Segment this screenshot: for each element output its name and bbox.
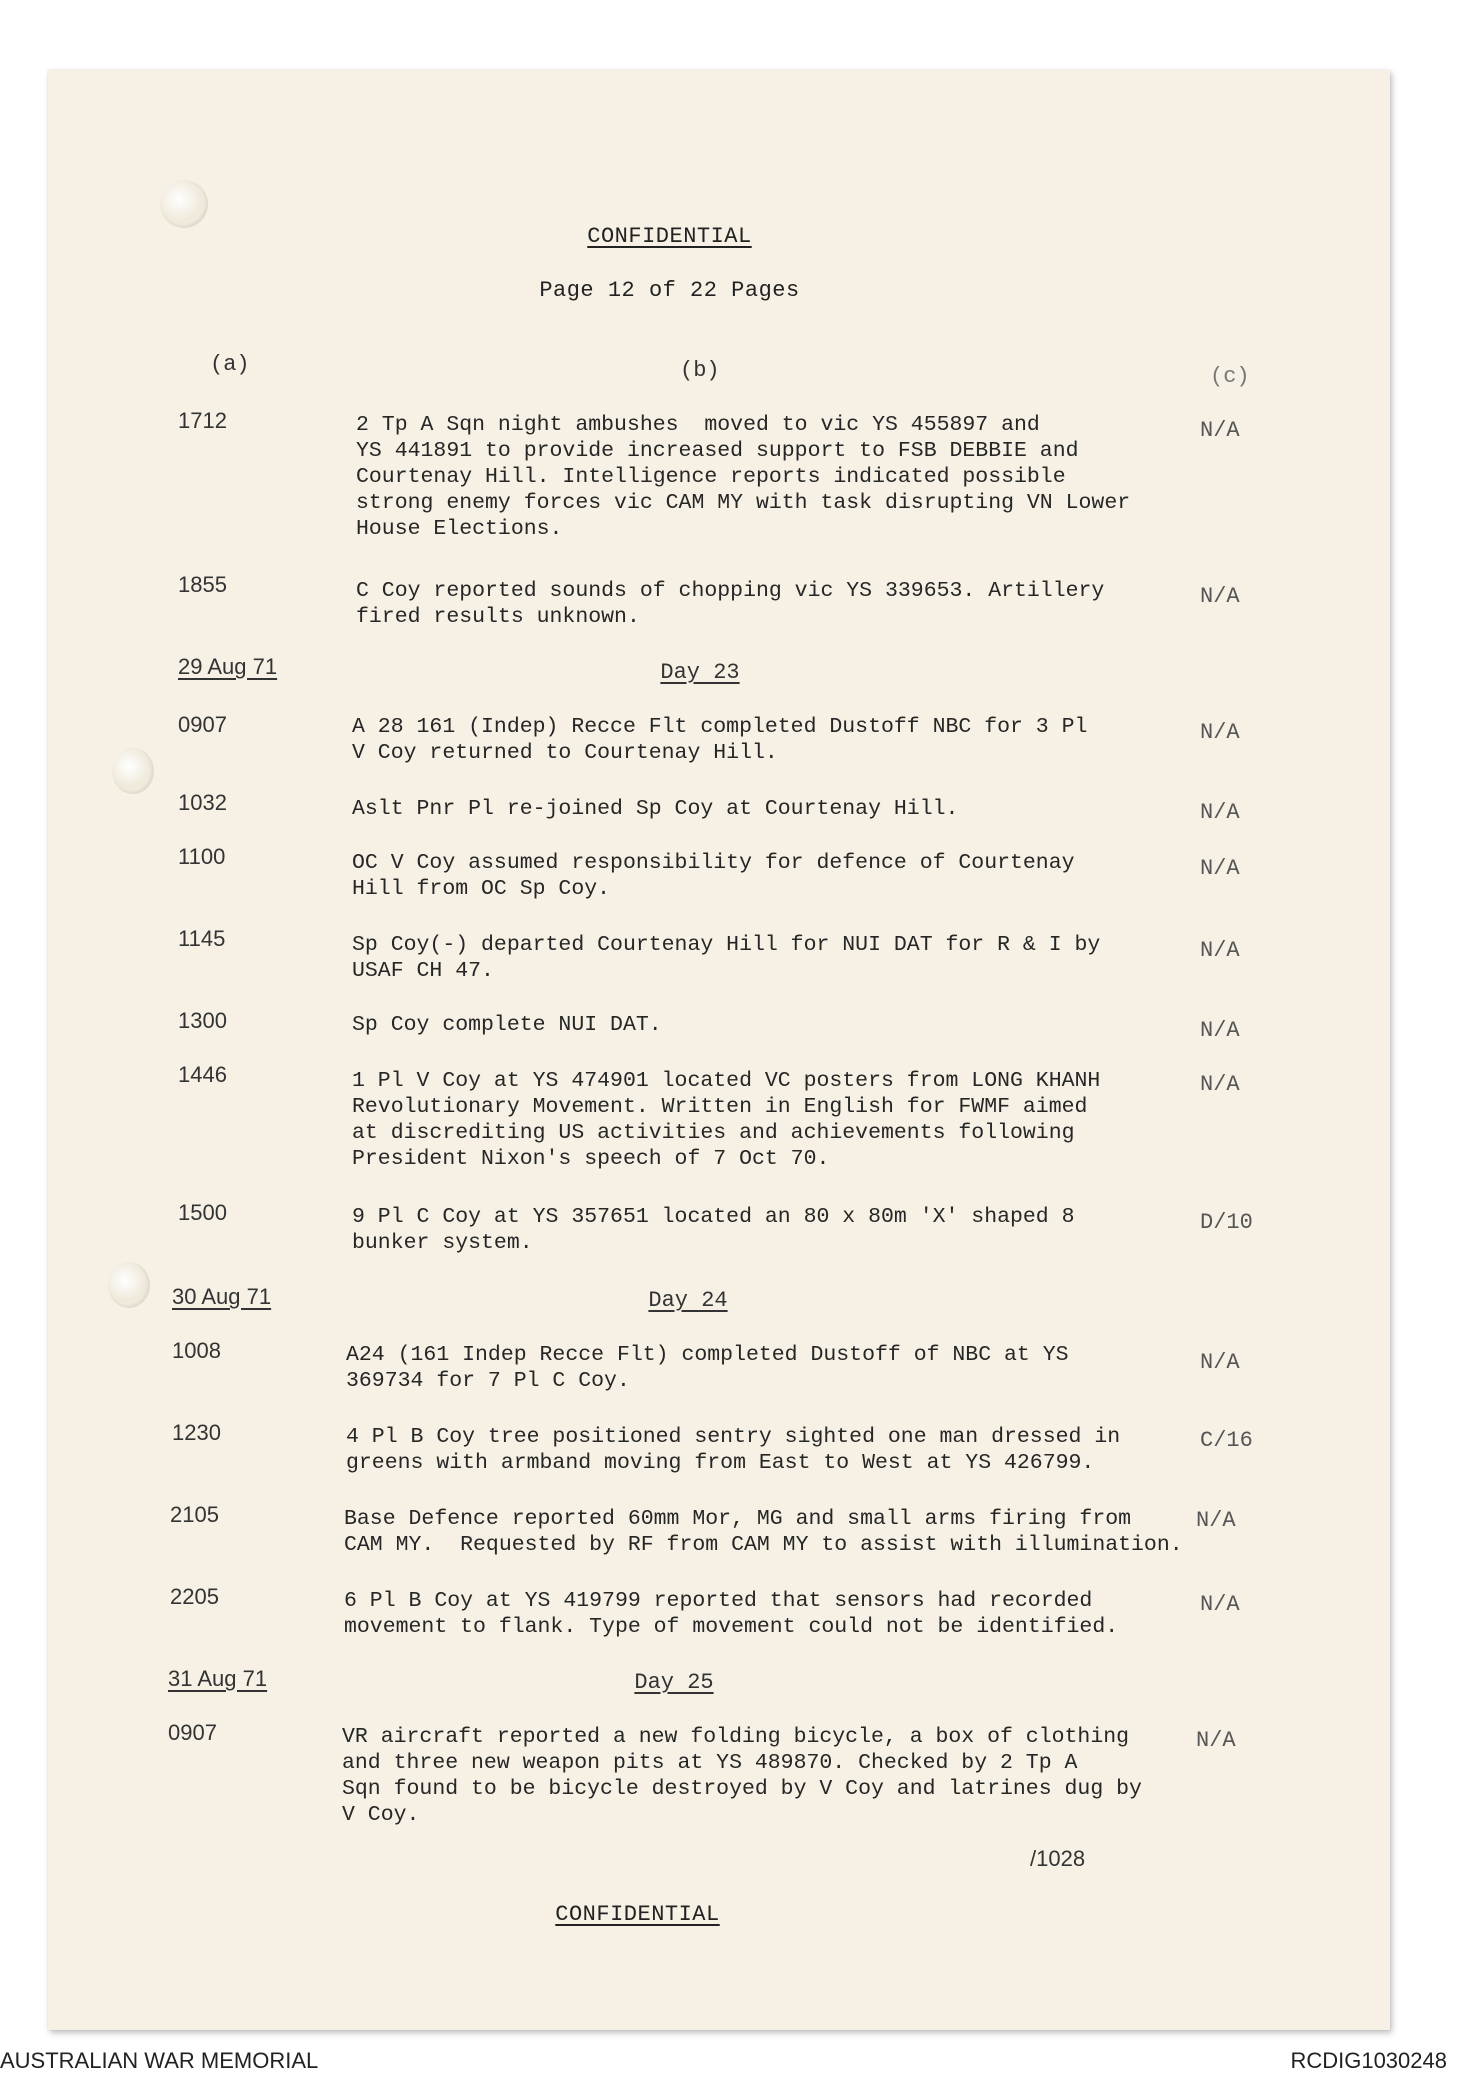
entry-text: Sp Coy(-) departed Courtenay Hill for NUI DAT for R & I by USAF CH 47. [352, 933, 1101, 983]
entry-text: Aslt Pnr Pl re-joined Sp Coy at Courtenay Hill. [352, 797, 959, 821]
paper-emboss-mark [160, 180, 208, 228]
entry-reference: N/A [1200, 856, 1240, 881]
entry-reference: N/A [1200, 720, 1240, 745]
day-heading: Day 25 [634, 1670, 714, 1695]
entry-time: 1712 [178, 408, 227, 433]
entry-time: 1008 [172, 1338, 221, 1363]
entry-reference: N/A [1200, 1072, 1240, 1097]
classification-footer: CONFIDENTIAL [555, 1902, 720, 1927]
entry-time: 1500 [178, 1200, 227, 1225]
date-heading: 31 Aug 71 [168, 1666, 268, 1691]
entry-time: 1855 [178, 572, 227, 597]
day-heading: Day 23 [660, 660, 740, 685]
entry-time: 0907 [178, 712, 227, 737]
entry-time: 2105 [170, 1502, 219, 1527]
date-heading: 29 Aug 71 [178, 654, 278, 679]
column-header-a: (a) [210, 352, 250, 377]
entry-text: OC V Coy assumed responsibility for defence of Courtenay Hill from OC Sp Coy. [352, 851, 1075, 901]
page-number: Page 12 of 22 Pages [539, 278, 800, 303]
entry-time: 2205 [170, 1584, 219, 1609]
entry-text: Base Defence reported 60mm Mor, MG and small arms firing from CAM MY. Requested by RF from CAM MY to assist with illumination. [344, 1507, 1183, 1557]
entry-reference: N/A [1200, 1350, 1240, 1375]
entry-reference: N/A [1200, 418, 1240, 443]
entry-reference: N/A [1200, 938, 1240, 963]
column-header-b: (b) [680, 358, 720, 383]
entry-time: 1100 [178, 844, 226, 869]
entry-reference: N/A [1196, 1728, 1236, 1753]
entry-text: 6 Pl B Coy at YS 419799 reported that sensors had recorded movement to flank. Type of movement could not be identified. [344, 1589, 1119, 1639]
entry-time: 0907 [168, 1720, 217, 1745]
entry-reference: N/A [1200, 1592, 1240, 1617]
entry-reference: D/10 [1200, 1210, 1253, 1235]
entry-reference: N/A [1196, 1508, 1236, 1533]
entry-text: 1 Pl V Coy at YS 474901 located VC posters from LONG KHANH Revolutionary Movement. Written in English for FWMF aimed at discrediting US activities and achievements following President Nixon's speech of 7 Oct 70. [352, 1069, 1101, 1171]
entry-text: 9 Pl C Coy at YS 357651 located an 80 x 80m 'X' shaped 8 bunker system. [352, 1205, 1075, 1255]
entry-text: A 28 161 (Indep) Recce Flt completed Dustoff NBC for 3 Pl V Coy returned to Courtenay Hill. [352, 715, 1088, 765]
entry-reference: N/A [1200, 584, 1240, 609]
day-heading: Day 24 [648, 1288, 728, 1313]
date-heading: 30 Aug 71 [172, 1284, 272, 1309]
entry-reference: N/A [1200, 1018, 1240, 1043]
archive-credit: AUSTRALIAN WAR MEMORIAL [0, 2048, 319, 2073]
entry-text: C Coy reported sounds of chopping vic YS 339653. Artillery fired results unknown. [356, 579, 1105, 629]
entry-text: VR aircraft reported a new folding bicycle, a box of clothing and three new weapon pits at YS 489870. Checked by 2 Tp A Sqn found to be bicycle destroyed by V Coy and latrines dug by V Coy. [342, 1725, 1142, 1827]
record-identifier: RCDIG1030248 [1290, 2048, 1447, 2073]
column-header-c: (c) [1210, 364, 1250, 389]
entry-time: 1145 [178, 926, 226, 951]
entry-time: 1300 [178, 1008, 227, 1033]
entry-text: 2 Tp A Sqn night ambushes moved to vic YS 455897 and YS 441891 to provide increased support to FSB DEBBIE and Courtenay Hill. Intelligence reports indicated possible strong enemy forces vic CAM MY with task disrupting VN Lower House Elections. [356, 413, 1131, 541]
entry-text: 4 Pl B Coy tree positioned sentry sighted one man dressed in greens with armband moving from East to West at YS 426799. [346, 1425, 1121, 1475]
continuation-marker: /1028 [1030, 1846, 1086, 1871]
classification-header: CONFIDENTIAL [587, 224, 752, 249]
entry-time: 1230 [172, 1420, 221, 1445]
entry-time: 1446 [178, 1062, 227, 1087]
entry-reference: N/A [1200, 800, 1240, 825]
entry-time: 1032 [178, 790, 227, 815]
paper-emboss-mark [112, 748, 154, 794]
entry-text: A24 (161 Indep Recce Flt) completed Dustoff of NBC at YS 369734 for 7 Pl C Coy. [346, 1343, 1069, 1393]
entry-reference: C/16 [1200, 1428, 1253, 1453]
entry-text: Sp Coy complete NUI DAT. [352, 1013, 662, 1037]
